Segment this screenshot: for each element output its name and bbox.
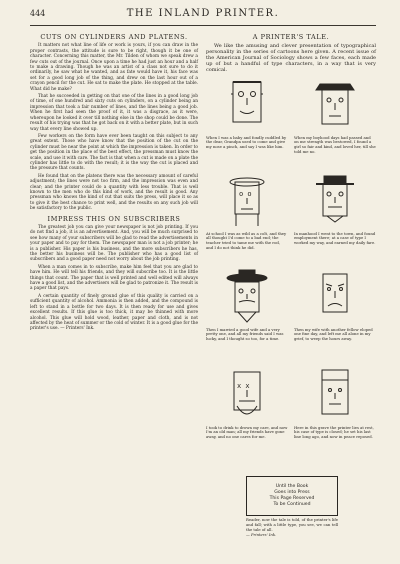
running-title: THE INLAND PRINTER.: [126, 8, 280, 19]
type-face-illustrations: [206, 76, 376, 538]
paragraph: Few workers on the form have ever been taught on this subject to any great extent. Those who have know that the position of the cut on the cylinder must be near the point at which the impression is taken. In order to get the position in the place of the best effect, the pressman must know the scale, and use it with care. The fact is that when a cut is made on a plate the cylinder has little to do with the result; it is the way the cut is placed and the pressure that counts.: [30, 133, 198, 172]
figure-caption: In manhood I went to the town, and found employment there; at a case of type I worked my way, and earned my daily fare.: [294, 230, 376, 245]
figure-eloped: [294, 268, 376, 341]
paragraph: It matters not what line of life or work is yours, if you can draw in the proper contrasts, the attitude is sure to be right, though it be one of character. Concerning this matter, the Mr. Tilden of whom we speak drew a few cuts out of the journal. Once upon a time he had just an hour and a half to make a drawing. Though he was an artist of a class not sure to do it ordinarily, he saw what he wanted, and as fate would have it, his face was set for a good long job of the thing, and drew on the last hour out of a crayon pencil for the cut. He sat to make the plate. He stopped at the table. What did he make?: [30, 43, 198, 92]
figure-caption: Here in this grave the printer lies at rest, his case of type is closed; he set his last line long ago, and now in peace reposed.: [294, 424, 374, 439]
paragraph: He found that on the platens there was the necessary amount of careful adjustment; the lines were not too firm, and the impression was even and clear; and the printer could do a quantity with less trouble. That is well known to the men who do this kind of work, and the result is good. Any pressman who knows the kind of cut that suits the press, will place it so as to give it the best chance to print well, and the results on any such job will be satisfactory to the public.: [30, 173, 198, 212]
svg-text:x x: x x: [237, 382, 250, 391]
paragraph: A certain quantity of finely ground glue of this quality is carried on a sufficient quantity of alcohol. Ammonia is then added, and the compound is left to stand in a bottle for two days. It is then ready for use and gives excellent results. If this glue is too thick, it may be thinned with more alcohol. This glue will hold wood, leather, paper and cloth, and is not affected by the heat of summer or the cold of winter. It is a good glue for the printer's use. — Printers' Ink.: [30, 293, 198, 332]
figure-baby: [206, 76, 288, 149]
source-credit: — Printers' Ink.: [246, 532, 277, 538]
sad-man-illustration: [294, 268, 376, 324]
card-line: To be Continued: [273, 502, 311, 508]
figure-caption: Then my wife with another fellow eloped one fine day, and left me all alone in my grief, to weep the hours away.: [294, 326, 373, 341]
card-line: Goes into Press: [274, 490, 310, 496]
figure-manhood: [294, 172, 376, 245]
married-man-illustration: [206, 268, 288, 324]
man-face-illustration: [294, 172, 376, 228]
section-title-printers-tale: A PRINTER'S TALE.: [252, 33, 330, 41]
figure-married: [206, 268, 288, 341]
paragraph: When a man comes in to subscribe, make him feel that you are glad to have him. He will tell his friends, and they will subscribe too. It is the little things that count. The paper that is well printed and well edited will always have a good list, and the advertisers will be glad to patronize it. The result is a paper that pays.: [30, 264, 198, 292]
card-line: This Page Reserved: [269, 496, 315, 502]
school-boy-illustration: [206, 172, 288, 228]
figure-caption: Then I married a good wife and a very pretty one, and all my friends said I was lucky, and I thought so too, for a time.: [206, 326, 284, 341]
card-line: Until the Book: [275, 484, 309, 490]
figure-grave: [294, 366, 376, 439]
paragraph: The greatest job you can give your newspaper is not job printing. If you do not find a job, it is an advertisement. And, you will be much surprised to see how many of your subscribers will be glad to read the advertisements in your paper and to pay for them. The newspaper man is not a job printer; he is a publisher. His paper is his business, and the more subscribers he has, the better his business will be. The publisher who has a good list of subscribers and a good paper need not worry about the job printing.: [30, 225, 198, 263]
svg-text:o o: o o: [239, 190, 252, 199]
page-header: [30, 8, 376, 22]
header-rule: [30, 25, 376, 26]
page-number: 444: [30, 9, 46, 18]
figure-caption: When my boyhood days had passed and on me strength was bestowed, I found a girl so fair and kind, and loved her, till she told me no.: [294, 134, 376, 154]
section-title-cuts: CUTS ON CYLINDERS AND PLATENS.: [40, 33, 188, 41]
intro-paragraph: We like the amusing and clever presentation of typographical personality in the series of cartoons here given. A recent issue of the American Journal of Sociology shows a few faces, each made up of but a handful of type characters, in a way that is very comical.: [206, 43, 376, 74]
right-column: [206, 33, 376, 538]
figure-old-age: [206, 366, 288, 439]
boy-face-illustration: [294, 76, 376, 132]
figure-caption: I took to drink to drown my care, and now I'm an old man; all my friends have gone away, and no one cares for me.: [206, 424, 288, 439]
section-title-impress: IMPRESS THIS ON SUBSCRIBERS: [47, 214, 181, 223]
figure-caption: When I was a baby and fondly cuddled by the dear, Grandpa used to come and give my nose a pinch, and say I was like him.: [206, 134, 287, 149]
final-card-block: [246, 476, 338, 537]
old-man-illustration: [206, 366, 288, 422]
paragraph: That he succeeded in getting on that one of the lines in a good long job of time, of one hundred and sixty cuts on cylinders, on a cylinder being an impression that took a fair number of lines, and the lines being a good job. When he first had seen the proof of it, it was a disgrace, as it were, whereupon he looked it over till nothing else in the shop could be done. The result of his trying was that he got back on it with a better plate, but in such way that every line showed up.: [30, 94, 198, 132]
baby-face-illustration: [206, 76, 288, 132]
final-caption: Reader, now the tale is told, of the printer's life and fall; with a little type, you see, we can tell the tale of all.: [246, 517, 338, 532]
grave-illustration: [294, 366, 376, 422]
figure-boyhood: [294, 76, 376, 154]
bordered-card: [246, 476, 338, 516]
figure-caption: At school I was as wild as a colt, and they all thought I'd come to a bad end; the teacher tried to tame me with the rod, and I do not think he did.: [206, 230, 287, 250]
left-column: [30, 34, 198, 534]
figure-school: [206, 172, 288, 250]
